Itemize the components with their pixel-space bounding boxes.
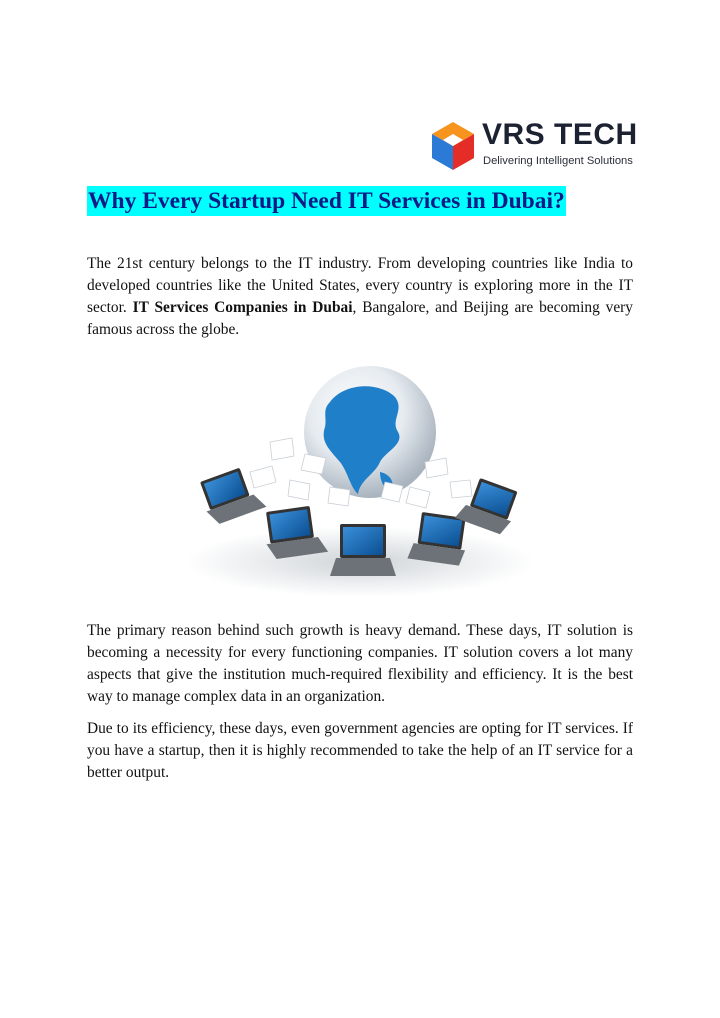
page-title: Why Every Startup Need IT Services in Dubai? (88, 188, 565, 214)
vrs-tech-logo (430, 118, 638, 174)
intro-bold-keyword: IT Services Companies in Dubai (132, 299, 353, 316)
logo-name: VRS TECH (482, 118, 638, 151)
logo-tagline: Delivering Intelligent Solutions (483, 155, 633, 167)
demand-paragraph: The primary reason behind such growth is heavy demand. These days, IT solution is becoming a necessity for every functioning companies. IT solution covers a lot many aspects that give the institution much-required flexibility and efficiency. It is the best way to manage complex data in an organization. (87, 622, 633, 705)
logo-cube-icon (430, 120, 476, 172)
intro-text-start: The 21st century belongs to the IT industry. From developing countries like India to developed countries like the United States, every country is exploring more in the IT sector. (87, 255, 633, 316)
intro-paragraph (87, 253, 633, 341)
intro-text-end: , Bangalore, and Beijing are becoming very famous across the globe. (87, 299, 633, 338)
globe-network-laptops-icon (180, 362, 540, 602)
efficiency-paragraph: Due to its efficiency, these days, even government agencies are opting for IT services. If you have a startup, then it is highly recommended to take the help of an IT service for a better output. (87, 720, 633, 781)
